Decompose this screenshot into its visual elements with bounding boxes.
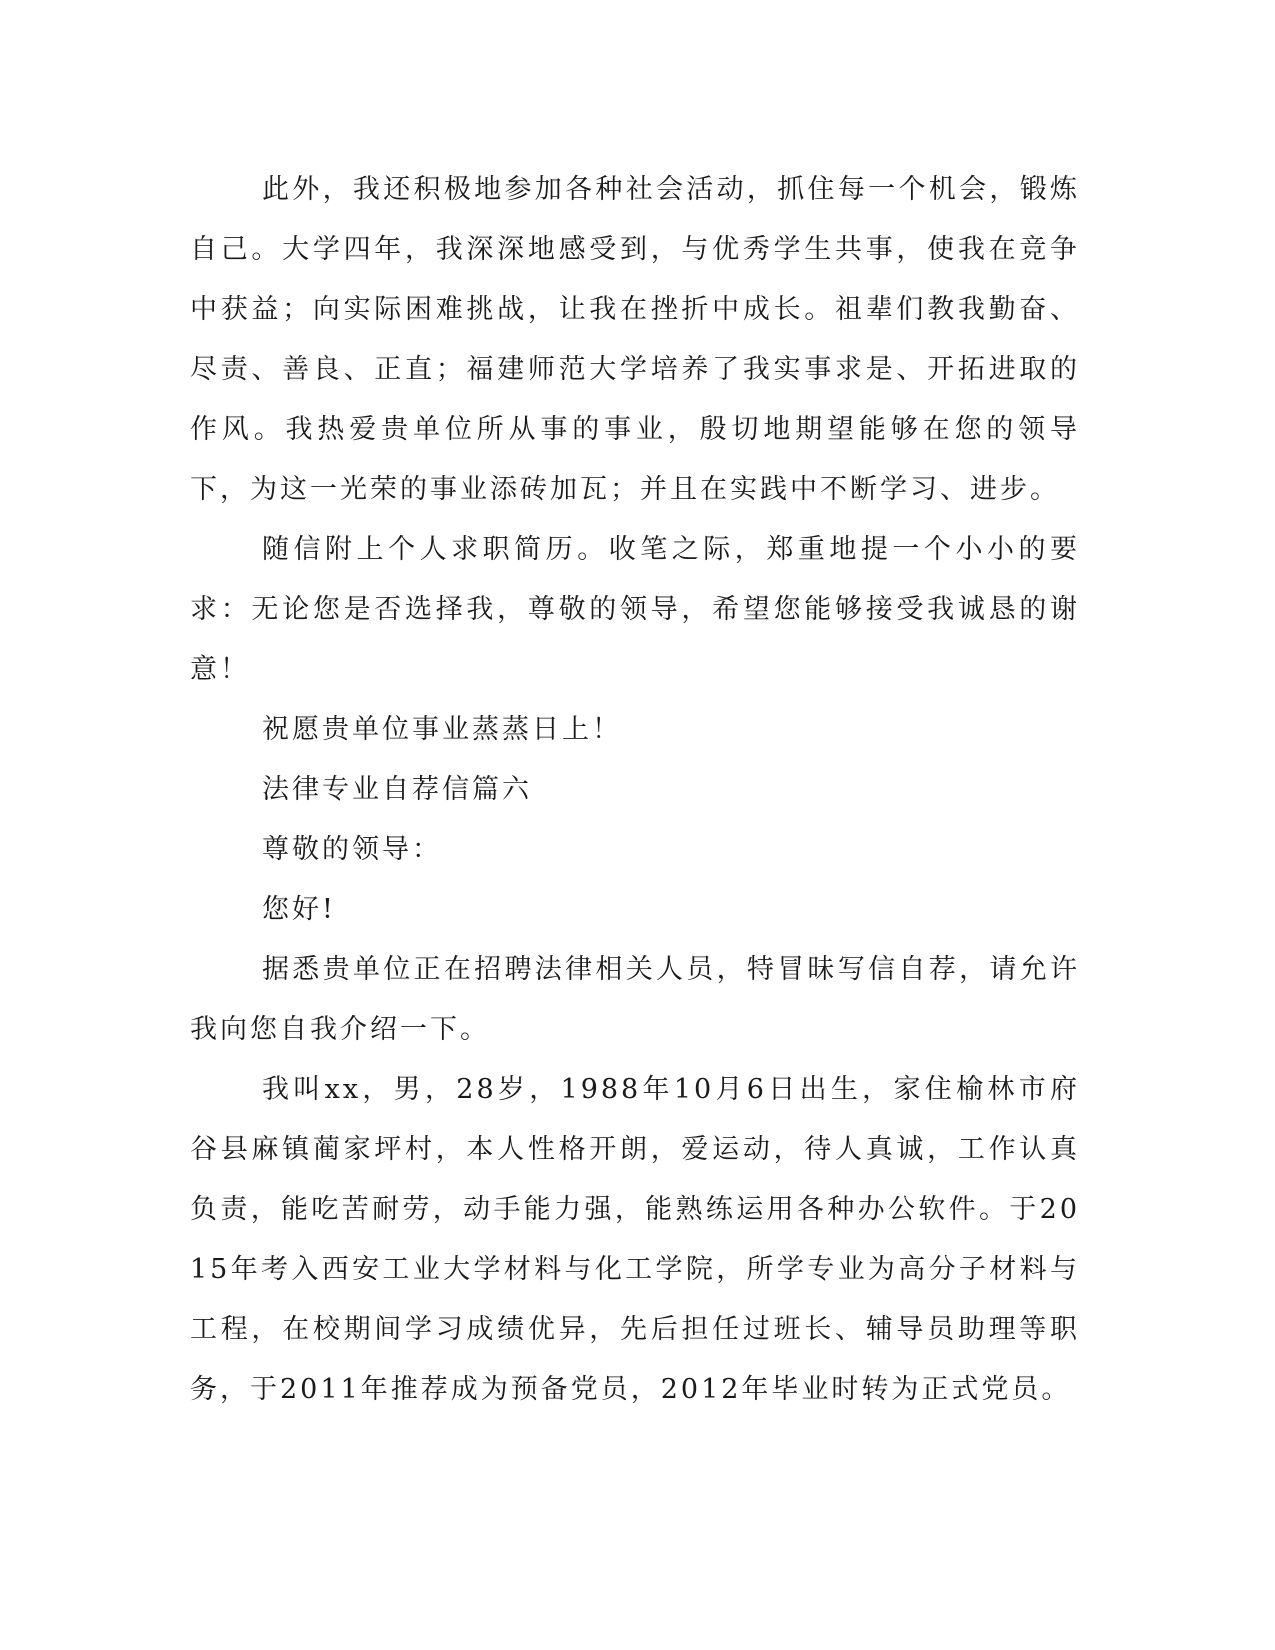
paragraph-resume-attached: 随信附上个人求职简历。收笔之际，郑重地提一个小小的要求：无论您是否选择我，尊敬的领导，希望您能够接受我诚恳的谢意！ <box>190 534 1080 685</box>
section-title: 法律专业自荐信篇六 <box>262 774 532 805</box>
paragraph-social-activities: 此外，我还积极地参加各种社会活动，抓住每一个机会，锻炼自己。大学四年，我深深地感受到，与优秀学生共事，使我在竞争中获益；向实际困难挑战，让我在挫折中成长。祖辈们教我勤奋、尽责、善良、正直；福建师范大学培养了我实事求是、开拓进取的作风。我热爱贵单位所从事的事业，殷切地期望能够在您的领导下，为这一光荣的事业添砖加瓦；并且在实践中不断学习、进步。 <box>190 174 1080 505</box>
salutation: 尊敬的领导： <box>262 834 442 865</box>
document-body <box>190 160 1080 1420</box>
paragraph-wishes: 祝愿贵单位事业蒸蒸日上！ <box>262 714 622 745</box>
greeting: 您好! <box>262 894 336 925</box>
paragraph-intro: 据悉贵单位正在招聘法律相关人员，特冒昧写信自荐，请允许我向您自我介绍一下。 <box>190 954 1080 1045</box>
paragraph-personal-info: 我叫xx，男，28岁，1988年10月6日出生，家住榆林市府谷县麻镇蔺家坪村，本人性格开朗，爱运动，待人真诚，工作认真负责，能吃苦耐劳，动手能力强，能熟练运用各种办公软件。于2015年考入西安工业大学材料与化工学院，所学专业为高分子材料与工程，在校期间学习成绩优异，先后担任过班长、辅导员助理等职务，于2011年推荐成为预备党员，2012年毕业时转为正式党员。 <box>190 1074 1080 1405</box>
